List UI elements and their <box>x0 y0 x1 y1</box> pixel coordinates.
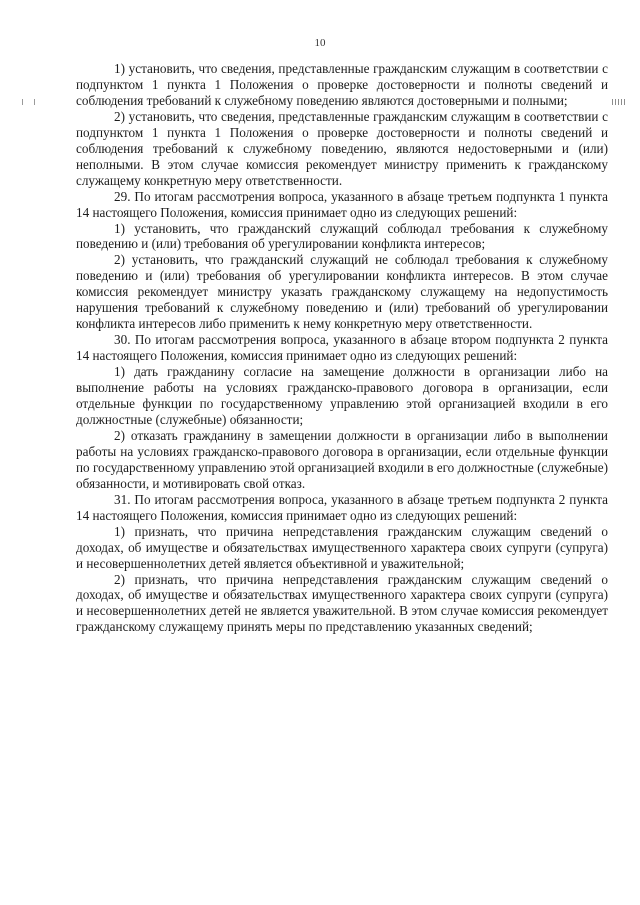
paragraph-30-item-1: 1) дать гражданину согласие на замещение должности в организации либо на выполнение работы на условиях гражданско-правового договора в организации, если отдельные функции по государственному управлению этой организацией входили в его должностные (служебные) обязанности; <box>76 364 608 427</box>
paragraph-31-item-2: 2) признать, что причина непредставления гражданским служащим сведений о доходах, об имуществе и обязательствах имущественного характера своих супруги (супруга) и несовершеннолетних детей не является уважительной. В этом случае комиссия рекомендует гражданскому служащему принять меры по представлению указанных сведений; <box>76 571 608 635</box>
paragraph-31-item-1: 1) признать, что причина непредставления гражданским служащим сведений о доходах, об имуществе и обязательствах имущественного характера своих супруги (супруга) и несовершеннолетних детей является объективной и уважительной; <box>76 523 608 571</box>
paragraph-29-item-2: 2) установить, что гражданский служащий не соблюдал требования к служебному поведению и (или) требования об урегулировании конфликта интересов. В этом случае комиссия рекомендует министру указать гражданскому служащему на недопустимость нарушения требований к служебному поведению и (или) требований об урегулировании конфликта интересов либо применить к нему конкретную меру ответственности. <box>76 252 608 332</box>
margin-mark <box>34 99 35 105</box>
scan-artifact <box>612 99 626 105</box>
paragraph-31: 31. По итогам рассмотрения вопроса, указанного в абзаце третьем подпункта 2 пункта 14 настоящего Положения, комиссия принимает одно из следующих решений: <box>76 491 608 523</box>
document-body <box>76 61 608 635</box>
page-number: 10 <box>314 37 326 49</box>
margin-mark <box>22 99 23 105</box>
paragraph-28-item-2: 2) установить, что сведения, представленные гражданским служащим в соответствии с подпунктом 1 пункта 1 Положения о проверке достоверности и полноты сведений и соблюдения требований к служебному поведению, являются недостоверными и (или) неполными. В этом случае комиссия рекомендует министру применить к гражданскому служащему конкретную меру ответственности. <box>76 108 608 188</box>
paragraph-30: 30. По итогам рассмотрения вопроса, указанного в абзаце втором подпункта 2 пункта 14 настоящего Положения, комиссия принимает одно из следующих решений: <box>76 332 608 364</box>
paragraph-30-item-2: 2) отказать гражданину в замещении должности в организации либо в выполнении работы на условиях гражданско-правового договора в организации, если отдельные функции по государственному управлению этой организацией входили в его должностные (служебные) обязанности, и мотивировать свой отказ. <box>76 427 608 491</box>
paragraph-28-item-1: 1) установить, что сведения, представленные гражданским служащим в соответствии с подпунктом 1 пункта 1 Положения о проверке достоверности и полноты сведений и соблюдения требований к служебному поведению являются достоверными и полными; <box>76 61 608 108</box>
paragraph-29-item-1: 1) установить, что гражданский служащий соблюдал требования к служебному поведению и (или) требования об урегулировании конфликта интересов; <box>76 220 608 252</box>
paragraph-29: 29. По итогам рассмотрения вопроса, указанного в абзаце третьем подпункта 1 пункта 14 настоящего Положения, комиссия принимает одно из следующих решений: <box>76 188 608 220</box>
